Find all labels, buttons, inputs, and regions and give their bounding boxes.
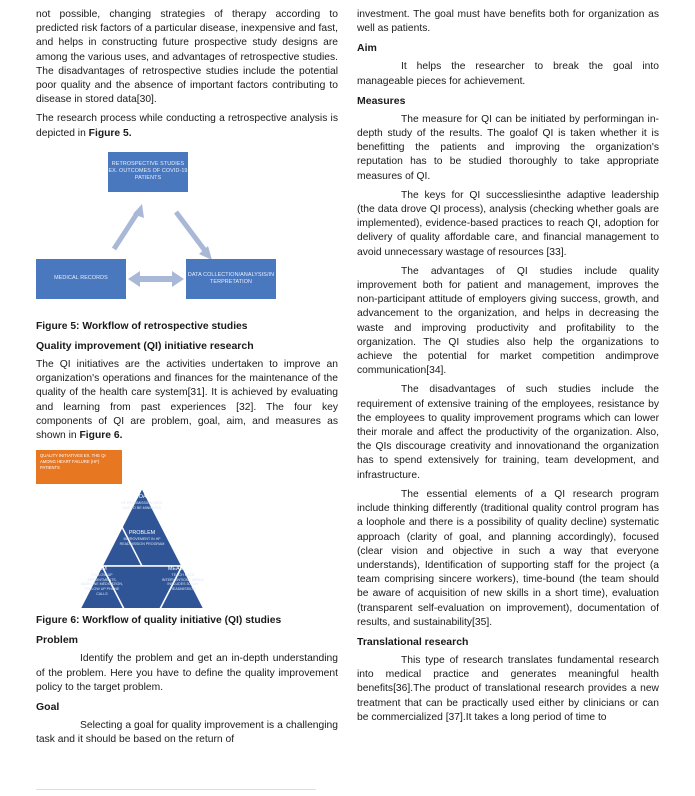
box-retrospective-studies-label: RETROSPECTIVE STUDIES EX. OUTCOMES OF COVID-19 PATIENTS: [108, 161, 188, 182]
heading-aim: Aim: [357, 42, 377, 55]
box-quality-initiatives: QUALITY INITIATIVES EX. THE QI AMONG HEART FAILURE (HF) PATIENTS: [36, 450, 122, 484]
goal-title: GOAL: [134, 494, 150, 501]
aim-subtext: FOLLOW UP APPOINTMENTS, BASELINE MEDICATION, FOLLOW UP PHONE CALLS: [81, 573, 123, 596]
problem-subtext: IMPROVEMENT IN HF READMISSION PROGRAM: [119, 537, 165, 546]
box-retrospective-studies: [108, 152, 188, 192]
figure-6-reference: Figure 6.: [79, 430, 123, 442]
figure-5-diagram: [36, 146, 338, 314]
paragraph-translational: This type of research translates fundamental research into medical practice and generates meaningful health benefits[36].The product of translational research provides a new treatment that can be practically used either by clinicians or can be commercialized [37].It takes a long period of time to: [357, 654, 659, 723]
box-data-collection-label: DATA COLLECTION/ANALYSIS/IN TERPRETATION: [187, 271, 275, 285]
heading-translational-research: Translational research: [357, 635, 469, 648]
left-column: [36, 8, 338, 752]
figure-6-caption: Figure 6: Workflow of quality initiative (QI) studies: [36, 615, 282, 627]
heading-problem: Problem: [36, 634, 79, 647]
arrow-records-to-studies: [114, 212, 138, 249]
aim-label-group: [80, 566, 124, 596]
figure-6-diagram: [36, 448, 338, 608]
goal-subtext: HF READMISSION RATE HAS TO BE MINIMIZED: [121, 501, 163, 510]
heading-quality-improvement: Quality improvement (QI) initiative research: [36, 340, 254, 353]
paragraph-problem: Identify the problem and get an in-depth understanding of the problem. Here you have to define the quality improvement policy to the target problem.: [36, 653, 338, 693]
paragraph-research-process: [36, 112, 338, 140]
right-column: [357, 8, 659, 730]
paragraph-qi-initiatives: [36, 358, 338, 443]
arrow-studies-to-data: [176, 212, 206, 252]
problem-title: PROBLEM: [128, 530, 156, 537]
paragraph-measures-5: The essential elements of a QI research program include thinking differently (traditional quality control program has a loophole and there is a possibility of quality decline) systematic approach (clarity of goal, and planning accordingly), focused (clear vision and objective in such a way that everyone understands), Identification of supporting staff for the project (a team comprising sincere workers), time-bound (the team should be aware of acquisition of new skills in a short time), evaluation (transparent self-evaluation on improvement), documentation of results, and sustainability[35].: [357, 488, 659, 628]
measures-title: MEASURES: [167, 566, 199, 573]
box-medical-records-label: MEDICAL RECORDS: [54, 275, 108, 282]
figure-5-reference: Figure 5.: [88, 127, 132, 139]
paragraph-retrospective-uses: not possible, changing strategies of therapy according to predicted risk factors of a particular disease, inexpensive and fast, and helps in constructing future prospective study designs are among the various uses, and advantages of retrospective studies. The disadvantages of retrospective studies include the potential poor quality and the absence of important factors contributing to disease in stored data[30].: [36, 9, 338, 106]
arrow-records-data-shaft: [138, 276, 174, 282]
aim-title: AIM: [97, 566, 107, 573]
paragraph-text: The QI initiatives are the activities undertaken to improve an organization's operations and finances for the maintenance of the quality of the health care system[31]. It is achieved by evaluating and learning from past experiences [32]. The four key components of QI are problem, goal, aim, and measures as shown in: [36, 359, 338, 442]
goal-label-group: [118, 494, 166, 510]
heading-measures: Measures: [357, 94, 406, 107]
measures-subtext: TEACH BACK INTERVENTIONS WHICH INCLUDES 30 DAY READMISSION: [161, 573, 205, 592]
paragraph-measures-2: The keys for QI successliesinthe adaptive leadership (the data drove QI process), analysis (checking whether goals are implemented), evidence-based practices to reach QI, adoption for delivery of quality affordable care, and financial management to avoid unnecessary wastage of resources [33].: [357, 189, 659, 258]
paragraph-aim: It helps the researcher to break the goal into manageable pieces for achievement.: [357, 61, 659, 87]
figure-5-caption: Figure 5: Workflow of retrospective studies: [36, 320, 248, 332]
paragraph-goal-continued: investment. The goal must have benefits both for organization as well as patients.: [357, 9, 659, 35]
footer-rule: [36, 789, 316, 790]
paragraph-measures-1: The measure for QI can be initiated by performingan in-depth study of the results. The goalof QI is taken whether it is benefitting the patients and improving the organization's reputation has to be studied thoroughly to take appropriate measures of QI.: [357, 113, 659, 182]
problem-label-group: [118, 530, 166, 546]
paragraph-text: The research process while conducting a retrospective analysis is depicted in: [36, 113, 338, 139]
paragraph-measures-4: The disadvantages of such studies include the requirement of extensive training of the employees, resistance by the employees to quality improvement programs which can lower their morale and affect the productivity of the organization. Also, the QIs discourage creativity and innovationand the organization has to spend extensively for training, team development, and infrastructure.: [357, 384, 659, 481]
measures-label-group: [160, 566, 206, 591]
arrow-head-left: [128, 271, 140, 287]
paragraph-measures-3: The advantages of QI studies include quality improvement both for patient and management, improves the non-participant attitude of employers giving success, growth, and advancement to the organization, and helps in decreasing the waste and improving productivity and profitability to the organization. The QI studies also help the organizations to achieve the potential for market competition andimprove communication[34].: [357, 265, 659, 377]
paragraph-goal: Selecting a goal for quality improvement is a challenging task and it should be based on the return of: [36, 720, 338, 746]
box-data-collection: [186, 259, 276, 299]
box-medical-records: [36, 259, 126, 299]
heading-goal: Goal: [36, 701, 60, 714]
arrow-head-right: [172, 271, 184, 287]
